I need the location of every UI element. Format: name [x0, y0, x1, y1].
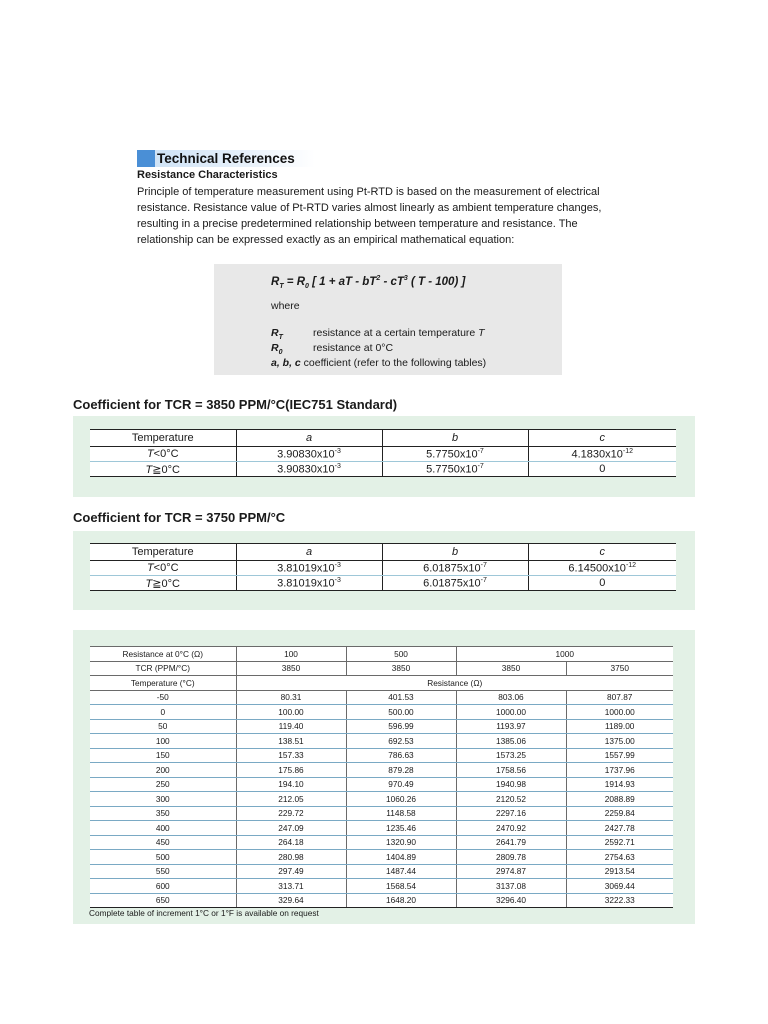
definition-r0: $R_0$ resistance at 0°C: [271, 342, 394, 357]
resistance-cell: 1385.06: [456, 734, 566, 749]
intro-paragraph: [137, 184, 631, 248]
resistance-cell: 1737.96: [566, 763, 673, 778]
table-row: [90, 748, 673, 763]
resistance-cell: 803.06: [456, 690, 566, 705]
header-row-r0: Resistance at 0°C (Ω) 100 500 1000: [90, 647, 673, 662]
resistance-cell: 247.09: [236, 821, 346, 836]
resistance-cell: 786.63: [346, 748, 456, 763]
temperature-cell: 150: [90, 748, 236, 763]
table-row: [90, 763, 673, 778]
temperature-label: Temperature (°C): [90, 676, 236, 691]
resistance-cell: 1235.46: [346, 821, 456, 836]
table-row: [90, 719, 673, 734]
resistance-cell: 401.53: [346, 690, 456, 705]
table-row: [90, 893, 673, 908]
resistance-cell: 2974.87: [456, 864, 566, 879]
resistance-cell: 2809.78: [456, 850, 566, 865]
intro-line: Principle of temperature measurement using Pt-RTD is based on the measurement of electrical: [137, 186, 600, 198]
resistance-cell: 1320.90: [346, 835, 456, 850]
resistance-cell: 329.64: [236, 893, 346, 908]
equation: $R_T = R_0$ [ 1 + aT - $bT^2 - cT^3$ ( T - 100) ]: [271, 275, 466, 291]
resistance-cell: 2297.16: [456, 806, 566, 821]
definition-abc: a, b, c coefficient (refer to the following tables): [271, 357, 487, 369]
table-row: [90, 821, 673, 836]
resistance-cell: 1375.00: [566, 734, 673, 749]
resistance-cell: 1000.00: [566, 705, 673, 720]
resistance-cell: 119.40: [236, 719, 346, 734]
temperature-cell: 350: [90, 806, 236, 821]
col-header-a: a: [236, 430, 382, 447]
resistance-cell: 1758.56: [456, 763, 566, 778]
table-row: T<0°C $3.81019x10^{-3}$ $6.01875x10^{-7}$ $6.14500x10^{-12}$: [90, 561, 676, 576]
temperature-cell: -50: [90, 690, 236, 705]
temperature-cell: 200: [90, 763, 236, 778]
resistance-cell: 596.99: [346, 719, 456, 734]
resistance-cell: 2641.79: [456, 835, 566, 850]
temperature-cell: 500: [90, 850, 236, 865]
col-header-a: a: [236, 544, 382, 561]
temperature-cell: 0: [90, 705, 236, 720]
col-header-temperature: Temperature: [90, 430, 236, 447]
temperature-cell: 50: [90, 719, 236, 734]
resistance-cell: 212.05: [236, 792, 346, 807]
resistance-cell: 2120.52: [456, 792, 566, 807]
resistance-cell: 1000.00: [456, 705, 566, 720]
table-row: T<0°C $3.90830x10^{-3}$ $5.7750x10^{-7}$ $4.1830x10^{-12}$: [90, 447, 676, 462]
col-header-b: b: [382, 430, 528, 447]
header-row-temperature: [90, 676, 673, 691]
resistance-cell: 3222.33: [566, 893, 673, 908]
table-row: [90, 835, 673, 850]
resistance-table-panel: [73, 630, 695, 924]
resistance-cell: 1940.98: [456, 777, 566, 792]
resistance-cell: 138.51: [236, 734, 346, 749]
intro-line: resulting in a precise predetermined relationship between temperature and resistance. The: [137, 218, 578, 230]
footnote: Complete table of increment 1°C or 1°F is available on request: [89, 908, 319, 918]
resistance-cell: 1189.00: [566, 719, 673, 734]
coef-3750-panel: [73, 531, 695, 610]
resistance-cell: 194.10: [236, 777, 346, 792]
temperature-cell: 600: [90, 879, 236, 894]
resistance-cell: 1193.97: [456, 719, 566, 734]
table-row: T≧0°C $3.90830x10^{-3}$ $5.7750x10^{-7}$ 0: [90, 462, 676, 477]
table-row: [90, 806, 673, 821]
temperature-cell: 400: [90, 821, 236, 836]
coef-3750-table: [90, 543, 676, 591]
intro-line: relationship can be expressed exactly as an empirical mathematical equation:: [137, 234, 515, 246]
resistance-cell: 2592.71: [566, 835, 673, 850]
resistance-cell: 1914.93: [566, 777, 673, 792]
resistance-cell: 2427.78: [566, 821, 673, 836]
resistance-cell: 2470.92: [456, 821, 566, 836]
resistance-cell: 80.31: [236, 690, 346, 705]
resistance-cell: 970.49: [346, 777, 456, 792]
temperature-cell: 100: [90, 734, 236, 749]
resistance-cell: 313.71: [236, 879, 346, 894]
resistance-cell: 1487.44: [346, 864, 456, 879]
resistance-cell: 175.86: [236, 763, 346, 778]
coef-3850-panel: [73, 416, 695, 497]
resistance-cell: 280.98: [236, 850, 346, 865]
definition-rt: $R_T$ resistance at a certain temperature T: [271, 327, 485, 342]
page-title: Technical References: [157, 151, 295, 166]
resistance-cell: 157.33: [236, 748, 346, 763]
resistance-subtitle: Resistance Characteristics: [137, 169, 278, 181]
resistance-cell: 1648.20: [346, 893, 456, 908]
resistance-cell: 100.00: [236, 705, 346, 720]
coef-3850-title: Coefficient for TCR = 3850 PPM/°C(IEC751 Standard): [73, 397, 398, 412]
table-row: [90, 792, 673, 807]
table-row: T≧0°C $3.81019x10^{-3}$ $6.01875x10^{-7}$ 0: [90, 576, 676, 591]
resistance-cell: 3137.08: [456, 879, 566, 894]
resistance-cell: 3296.40: [456, 893, 566, 908]
header-accent-bar: [137, 150, 155, 167]
r0-label: Resistance at 0°C (Ω): [90, 647, 236, 662]
resistance-cell: 3069.44: [566, 879, 673, 894]
tcr-label: TCR (PPM/°C): [90, 661, 236, 676]
col-header-temperature: Temperature: [90, 544, 236, 561]
resistance-cell: 807.87: [566, 690, 673, 705]
resistance-cell: 229.72: [236, 806, 346, 821]
resistance-cell: 879.28: [346, 763, 456, 778]
resistance-cell: 297.49: [236, 864, 346, 879]
col-header-c: c: [528, 430, 676, 447]
table-row: [90, 850, 673, 865]
table-row: [90, 777, 673, 792]
col-header-c: c: [528, 544, 676, 561]
resistance-cell: 1404.89: [346, 850, 456, 865]
where-label: where: [271, 300, 300, 312]
table-row: [90, 879, 673, 894]
resistance-label: Resistance (Ω): [236, 676, 673, 691]
resistance-cell: 2088.89: [566, 792, 673, 807]
resistance-cell: 500.00: [346, 705, 456, 720]
coef-3750-title: Coefficient for TCR = 3750 PPM/°C: [73, 510, 286, 525]
intro-line: resistance. Resistance value of Pt-RTD varies almost linearly as ambient temperature changes,: [137, 202, 602, 214]
resistance-cell: 1573.25: [456, 748, 566, 763]
resistance-cell: 1557.99: [566, 748, 673, 763]
coef-3850-table: [90, 429, 676, 477]
temperature-cell: 300: [90, 792, 236, 807]
resistance-cell: 1568.54: [346, 879, 456, 894]
header-row-tcr: TCR (PPM/°C) 3850 3850 3850 3750: [90, 661, 673, 676]
resistance-cell: 1060.26: [346, 792, 456, 807]
table-row: [90, 690, 673, 705]
temperature-cell: 250: [90, 777, 236, 792]
section-header: [137, 150, 315, 167]
resistance-cell: 264.18: [236, 835, 346, 850]
table-row: [90, 734, 673, 749]
resistance-cell: 2259.84: [566, 806, 673, 821]
temperature-cell: 450: [90, 835, 236, 850]
table-row: [90, 705, 673, 720]
formula-box: [214, 264, 562, 375]
resistance-table: [90, 646, 673, 908]
resistance-cell: 2754.63: [566, 850, 673, 865]
header-band: [155, 150, 315, 167]
resistance-cell: 692.53: [346, 734, 456, 749]
resistance-cell: 2913.54: [566, 864, 673, 879]
temperature-cell: 650: [90, 893, 236, 908]
temperature-cell: 550: [90, 864, 236, 879]
table-row: [90, 864, 673, 879]
resistance-cell: 1148.58: [346, 806, 456, 821]
col-header-b: b: [382, 544, 528, 561]
